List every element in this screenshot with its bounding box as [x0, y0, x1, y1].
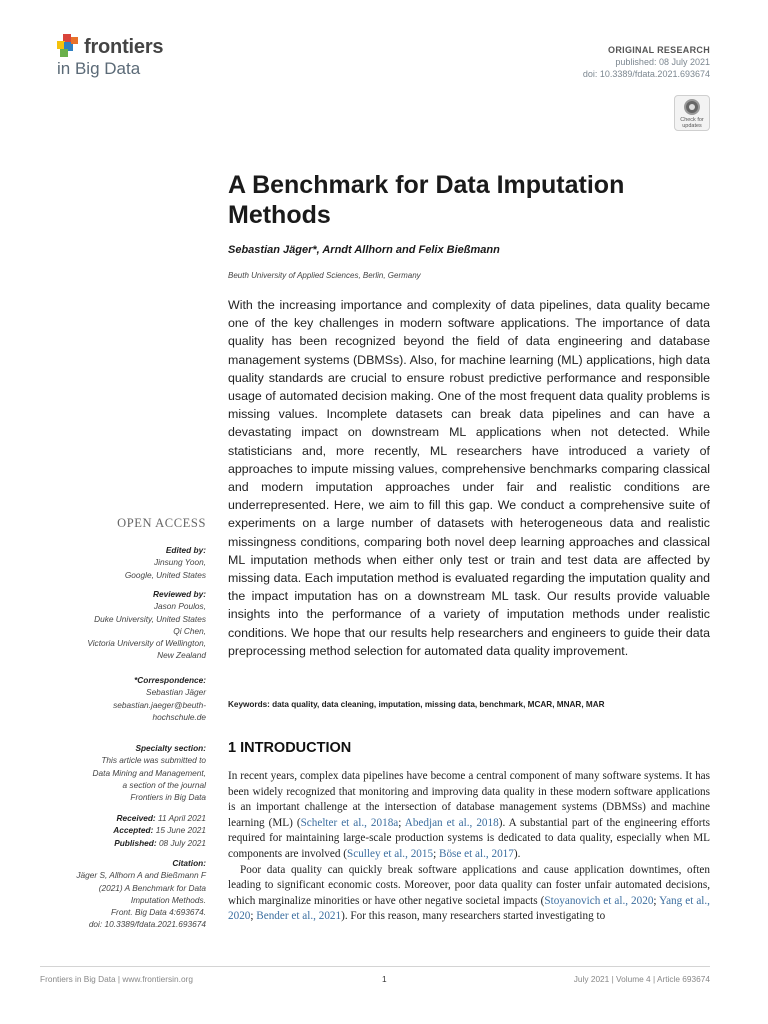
- article-doi[interactable]: doi: 10.3389/fdata.2021.693674: [582, 69, 710, 79]
- footer-journal[interactable]: Frontiers in Big Data | www.frontiersin.org: [40, 974, 193, 984]
- journal-name: in Big Data: [57, 59, 141, 78]
- article-dates: Received: 11 April 2021 Accepted: 15 June 2021 Published: 08 July 2021: [113, 813, 206, 848]
- reference-link[interactable]: Yang et al., 2020: [228, 894, 710, 923]
- correspondence-info: *Correspondence: Sebastian Jäger sebastian.jaeger@beuth- hochschule.de: [40, 674, 206, 723]
- reference-link[interactable]: Bender et al., 2021: [256, 910, 342, 923]
- abstract: With the increasing importance and complexity of data pipelines, data quality became one of the key challenges in modern software applications. The importance of data quality has been recognized beyond the field of data engineering and database management systems (DBMSs). Also, for machine learning (ML) applications, high data quality standards are crucial to ensure robust predictive performance and responsible usage of automated decision making. One of the most frequent data quality problems is missing values. Incomplete datasets can break data pipelines and can have a devastating impact on downstream ML applications when not detected. While statisticians and, more recently, ML researchers have introduced a variety of approaches to impute missing values, comprehensive benchmarks comparing classical and modern imputation approaches under fair and realistic conditions are underrepresented. Here, we aim to fill this gap. We conduct a comprehensive suite of experiments on a large number of datasets with heterogeneous data and realistic missingness conditions, comparing both novel deep learning approaches and classical ML imputation methods when either only test or train and test data are affected by missing data. Each imputation method is evaluated regarding the imputation quality and the impact imputation has on a downstream ML task. Our results provide valuable insights into the performance of a variety of imputation methods under realistic conditions. We hope that our results help researchers and engineers to guide their data preprocessing method selection for automated data quality improvement.: [228, 298, 710, 658]
- paper-title: A Benchmark for Data Imputation Methods: [228, 171, 625, 229]
- published-date: published: 08 July 2021: [615, 57, 710, 67]
- intro-paragraph-2: Poor data quality can quickly break software applications and cause application downtimes, often leading to significant economic costs. Moreover, poor data quality can foster unfair automated decisions, which marginalize minorities or have other negative societal impacts (Stoyanovich et al., 2020; Yang et al., 2020; Bender et al., 2021). For this reason, many researchers started investigating to: [228, 863, 710, 923]
- reviewer-info: Reviewed by: Jason Poulos, Duke University, United States Qi Chen, Victoria University of Wellington, New Zealand: [87, 589, 206, 661]
- footer-volume: July 2021 | Volume 4 | Article 693674: [573, 974, 710, 984]
- reference-link[interactable]: Schelter et al., 2018a: [300, 816, 399, 829]
- introduction-body: [228, 769, 710, 925]
- keywords: Keywords: data quality, data cleaning, imputation, missing data, benchmark, MCAR, MNAR, MAR: [228, 700, 605, 709]
- section-heading-introduction: 1 INTRODUCTION: [228, 740, 352, 756]
- specialty-section: Specialty section: This article was submitted to Data Mining and Management, a section of the journal Frontiers in Big Data: [92, 743, 206, 803]
- check-for-updates-button[interactable]: [674, 95, 710, 131]
- article-meta: [583, 44, 710, 80]
- page-number: 1: [382, 974, 387, 984]
- author-list: Sebastian Jäger*, Arndt Allhorn and Felix Bießmann: [228, 244, 500, 256]
- check-updates-icon: [684, 99, 700, 115]
- affiliation: Beuth University of Applied Sciences, Berlin, Germany: [228, 271, 421, 280]
- check-updates-label: Check for updates: [680, 117, 704, 129]
- intro-paragraph-1: In recent years, complex data pipelines have become a central component of many software systems. It has been widely recognized that monitoring and improving data quality in these modern software applications is an important challenge at the intersection of database management systems (DBMSs) and machine learning (ML) (Schelter et al., 2018a; Abedjan et al., 2018). A substantial part of the engineering efforts required for maintaining large-scale production systems is dedicated to data quality, especially when ML components are involved (Sculley et al., 2015; Böse et al., 2017).: [228, 770, 710, 860]
- open-access-label: OPEN ACCESS: [117, 516, 206, 530]
- reference-link[interactable]: Sculley et al., 2015: [347, 847, 434, 860]
- footer-divider: [40, 966, 710, 967]
- editor-info: Edited by: Jinsung Yoon, Google, United States: [124, 545, 206, 580]
- article-type: ORIGINAL RESEARCH: [608, 45, 710, 55]
- frontiers-logo-icon: [57, 34, 83, 60]
- correspondence-email[interactable]: sebastian.jaeger@beuth- hochschule.de: [113, 699, 206, 722]
- reference-link[interactable]: Abedjan et al., 2018: [404, 816, 499, 829]
- citation: Citation: Jäger S, Allhorn A and Bießmann F (2021) A Benchmark for Data Imputation Methods. Front. Big Data 4:693674. doi: 10.3389/fdata.2021.693674: [76, 858, 206, 930]
- reference-link[interactable]: Stoyanovich et al., 2020: [544, 894, 654, 907]
- logo-wordmark: frontiers: [84, 36, 164, 58]
- reference-link[interactable]: Böse et al., 2017: [438, 847, 514, 860]
